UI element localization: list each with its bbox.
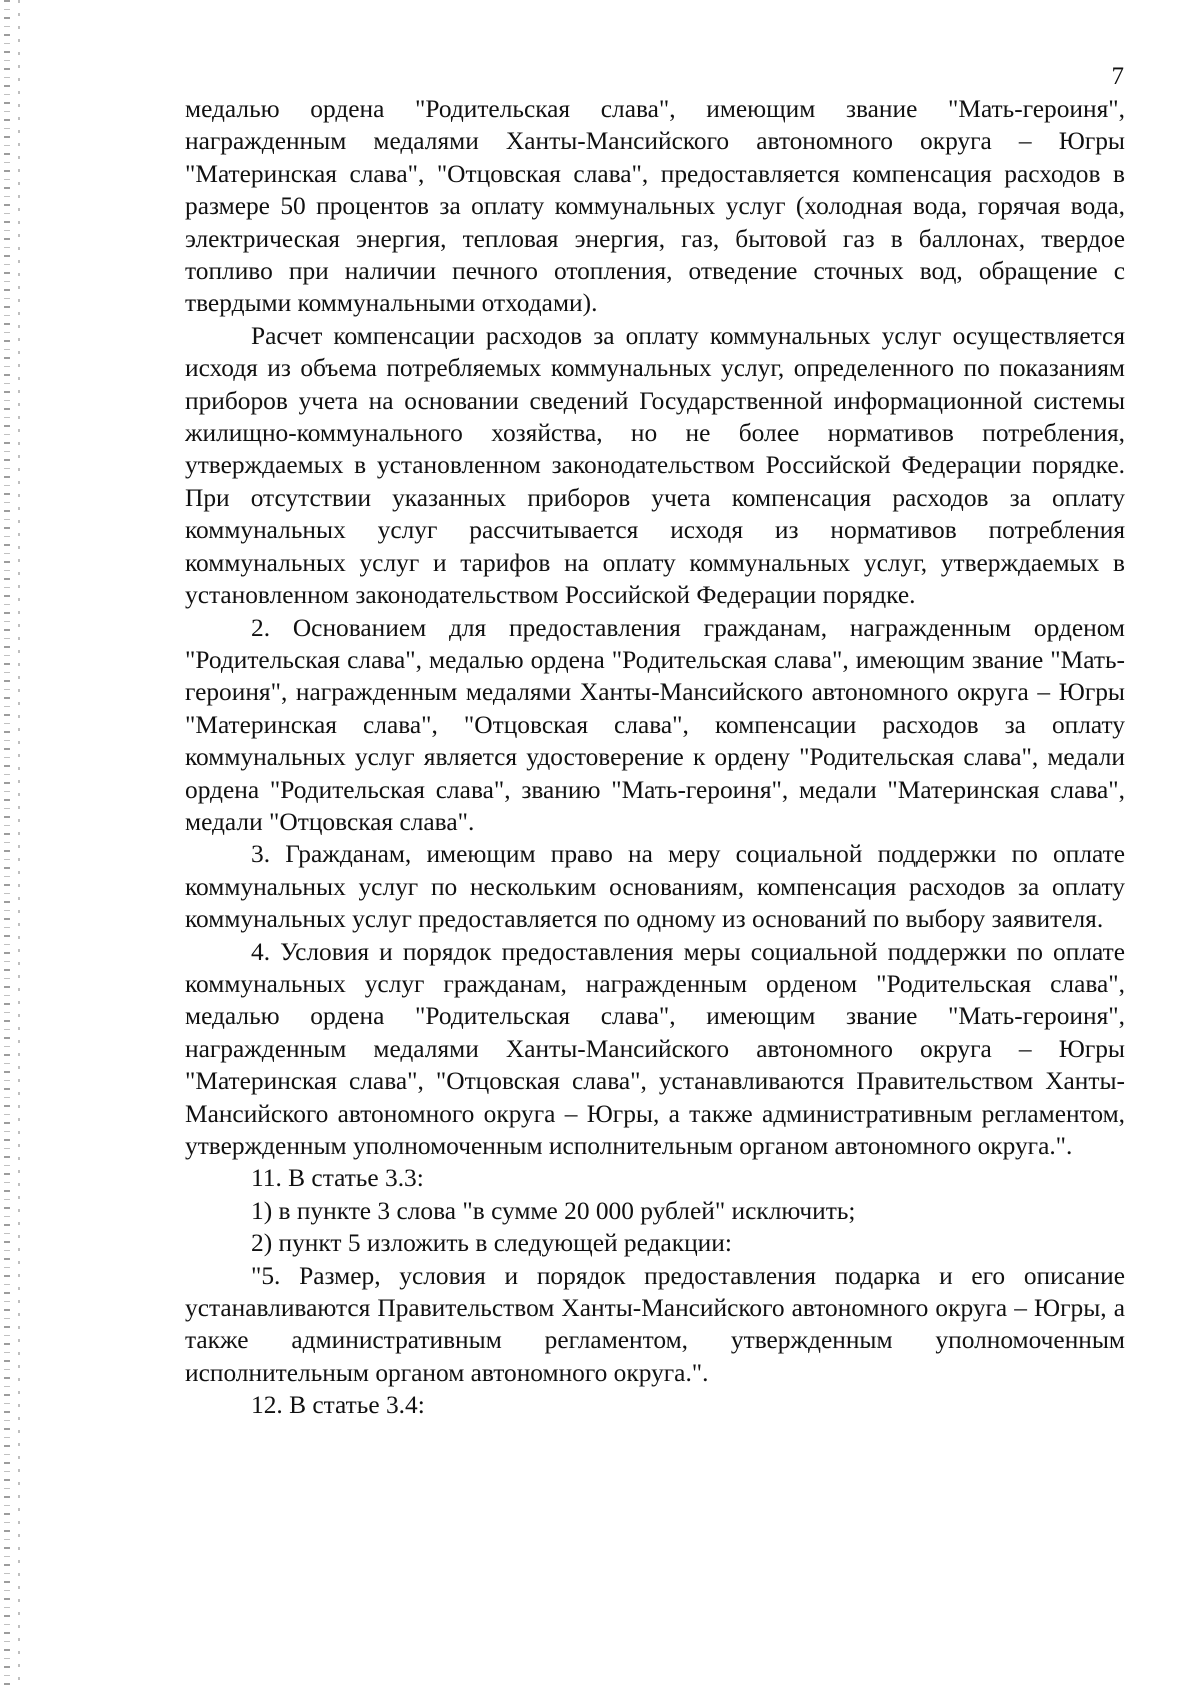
scan-edge-artifact	[4, 0, 10, 1685]
paragraph-calculation: Расчет компенсации расходов за оплату коммунальных услуг осуществляется исходя из объема потребляемых коммунальных услуг, определенного по показаниям приборов учета на основании сведений Государственной информационной системы жилищно-коммунального хозяйства, но не более нормативов потребления, утверждаемых в установленном законодательством Российской Федерации порядке. При отсутствии указанных приборов учета компенсация расходов за оплату коммунальных услуг рассчитывается исходя из нормативов потребления коммунальных услуг и тарифов на оплату коммунальных услуг, утверждаемых в установленном законодательством Российской Федерации порядке.	[185, 321, 1125, 610]
paragraph-subitem-2: 2) пункт 5 изложить в следующей редакции:	[251, 1229, 732, 1258]
paragraph-subitem-1: 1) в пункте 3 слова "в сумме 20 000 рублей" исключить;	[251, 1196, 856, 1225]
paragraph-compensation-scope: медалью ордена "Родительская слава", имеющим звание "Мать-героиня", награжденным медалями Ханты-Мансийского автономного округа – Югры "Материнская слава", "Отцовская слава", предоставляется компенсация расходов в размере 50 процентов за оплату коммунальных услуг (холодная вода, горячая вода, электрическая энергия, тепловая энергия, газ, бытовой газ в баллонах, твердое топливо при наличии печного отопления, отведение сточных вод, обращение с твердыми коммунальными отходами).	[185, 95, 1125, 318]
paragraph-gift-provision: "5. Размер, условия и порядок предоставления подарка и его описание устанавливаются Правительством Ханты-Мансийского автономного округа – Югры, а также административным регламентом, утвержденным уполномоченным исполнительным органом автономного округа.".	[185, 1261, 1125, 1387]
document-body	[185, 93, 1125, 1422]
paragraph-item-11-article-3-3: 11. В статье 3.3:	[251, 1164, 424, 1193]
paragraph-item-2-basis: 2. Основанием для предоставления гражданам, награжденным орденом "Родительская слава", медалью ордена "Родительская слава", имеющим звание "Мать-героиня", награжденным медалями Ханты-Мансийского автономного округа – Югры "Материнская слава", "Отцовская слава", компенсации расходов за оплату коммунальных услуг является удостоверение к ордену "Родительская слава", медали ордена "Родительская слава", званию "Мать-героиня", медали "Материнская слава", медали "Отцовская слава".	[185, 613, 1125, 836]
page-number: 7	[1111, 63, 1124, 90]
paragraph-item-12-article-3-4: 12. В статье 3.4:	[251, 1391, 425, 1420]
paragraph-item-3-multiple-grounds: 3. Гражданам, имеющим право на меру социальной поддержки по оплате коммунальных услуг по нескольким основаниям, компенсация расходов за оплату коммунальных услуг предоставляется по одному из оснований по выбору заявителя.	[185, 840, 1125, 934]
paragraph-item-4-conditions: 4. Условия и порядок предоставления меры социальной поддержки по оплате коммунальных услуг гражданам, награжденным орденом "Родительская слава", медалью ордена "Родительская слава", имеющим звание "Мать-героиня", награжденным медалями Ханты-Мансийского автономного округа – Югры "Материнская слава", "Отцовская слава", устанавливаются Правительством Ханты-Мансийского автономного округа – Югры, а также административным регламентом, утвержденным уполномоченным исполнительным органом автономного округа.".	[185, 937, 1125, 1160]
scan-edge-artifact-secondary	[18, 0, 20, 1685]
